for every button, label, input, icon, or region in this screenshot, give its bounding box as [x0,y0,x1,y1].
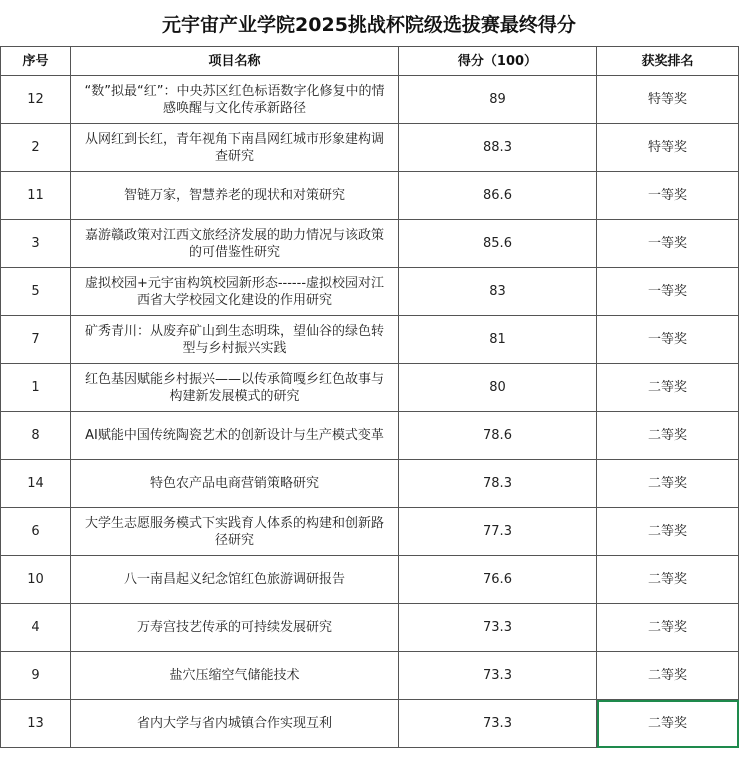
cell-project-name[interactable]: 虚拟校园+元宇宙构筑校园新形态------虚拟校园对江西省大学校园文化建设的作用研究 [71,268,399,316]
cell-score[interactable]: 78.6 [399,412,597,460]
cell-score[interactable]: 78.3 [399,460,597,508]
cell-no[interactable]: 6 [1,508,71,556]
cell-award[interactable]: 二等奖 [597,700,739,748]
table-row [1,76,739,124]
cell-no[interactable]: 11 [1,172,71,220]
cell-award[interactable]: 二等奖 [597,508,739,556]
cell-award[interactable]: 二等奖 [597,412,739,460]
cell-score[interactable]: 86.6 [399,172,597,220]
cell-score[interactable]: 88.3 [399,124,597,172]
cell-project-name[interactable]: 大学生志愿服务模式下实践育人体系的构建和创新路径研究 [71,508,399,556]
cell-project-name[interactable]: 特色农产品电商营销策略研究 [71,460,399,508]
cell-no[interactable]: 10 [1,556,71,604]
table-row [1,412,739,460]
cell-no[interactable]: 2 [1,124,71,172]
cell-score[interactable]: 83 [399,268,597,316]
cell-project-name[interactable]: 省内大学与省内城镇合作实现互利 [71,700,399,748]
cell-award[interactable]: 一等奖 [597,316,739,364]
cell-no[interactable]: 14 [1,460,71,508]
table-row [1,124,739,172]
cell-score[interactable]: 73.3 [399,604,597,652]
cell-award[interactable]: 二等奖 [597,604,739,652]
cell-project-name[interactable]: 嘉游赣政策对江西文旅经济发展的助力情况与该政策的可借鉴性研究 [71,220,399,268]
header-award[interactable]: 获奖排名 [597,47,739,76]
cell-project-name[interactable]: 八一南昌起义纪念馆红色旅游调研报告 [71,556,399,604]
cell-score[interactable]: 81 [399,316,597,364]
cell-project-name[interactable]: 红色基因赋能乡村振兴——以传承简嘎乡红色故事与构建新发展模式的研究 [71,364,399,412]
cell-award[interactable]: 二等奖 [597,652,739,700]
table-row [1,316,739,364]
cell-score[interactable]: 85.6 [399,220,597,268]
table-row [1,652,739,700]
cell-project-name[interactable]: 智链万家，智慧养老的现状和对策研究 [71,172,399,220]
cell-no[interactable]: 1 [1,364,71,412]
table-row [1,508,739,556]
cell-award[interactable]: 特等奖 [597,124,739,172]
cell-score[interactable]: 89 [399,76,597,124]
cell-score[interactable]: 77.3 [399,508,597,556]
cell-award[interactable]: 一等奖 [597,172,739,220]
cell-no[interactable]: 9 [1,652,71,700]
sheet-title[interactable]: 元宇宙产业学院2025挑战杯院级选拔赛最终得分 [0,0,738,47]
cell-project-name[interactable]: 盐穴压缩空气储能技术 [71,652,399,700]
cell-project-name[interactable]: 万寿宫技艺传承的可持续发展研究 [71,604,399,652]
cell-score[interactable]: 76.6 [399,556,597,604]
table-row [1,604,739,652]
cell-no[interactable]: 4 [1,604,71,652]
cell-award[interactable]: 二等奖 [597,460,739,508]
cell-project-name[interactable]: AI赋能中国传统陶瓷艺术的创新设计与生产模式变革 [71,412,399,460]
table-row [1,700,739,748]
cell-no[interactable]: 13 [1,700,71,748]
table-row [1,556,739,604]
cell-score[interactable]: 73.3 [399,652,597,700]
cell-project-name[interactable]: 矿秀青川：从废弃矿山到生态明珠，望仙谷的绿色转型与乡村振兴实践 [71,316,399,364]
cell-no[interactable]: 5 [1,268,71,316]
results-table [0,46,739,748]
table-row [1,172,739,220]
cell-score[interactable]: 80 [399,364,597,412]
cell-award[interactable]: 一等奖 [597,220,739,268]
header-project-name[interactable]: 项目名称 [71,47,399,76]
header-row [1,47,739,76]
table-row [1,220,739,268]
table-row [1,460,739,508]
cell-score[interactable]: 73.3 [399,700,597,748]
cell-project-name[interactable]: 从网红到长红，青年视角下南昌网红城市形象建构调查研究 [71,124,399,172]
cell-award[interactable]: 一等奖 [597,268,739,316]
cell-project-name[interactable]: “数”拟最“红”：中央苏区红色标语数字化修复中的情感唤醒与文化传承新路径 [71,76,399,124]
cell-no[interactable]: 3 [1,220,71,268]
cell-award[interactable]: 特等奖 [597,76,739,124]
table-row [1,364,739,412]
cell-award[interactable]: 二等奖 [597,364,739,412]
table-row [1,268,739,316]
cell-no[interactable]: 7 [1,316,71,364]
header-no[interactable]: 序号 [1,47,71,76]
cell-award[interactable]: 二等奖 [597,556,739,604]
cell-no[interactable]: 12 [1,76,71,124]
header-score[interactable]: 得分（100） [399,47,597,76]
cell-no[interactable]: 8 [1,412,71,460]
